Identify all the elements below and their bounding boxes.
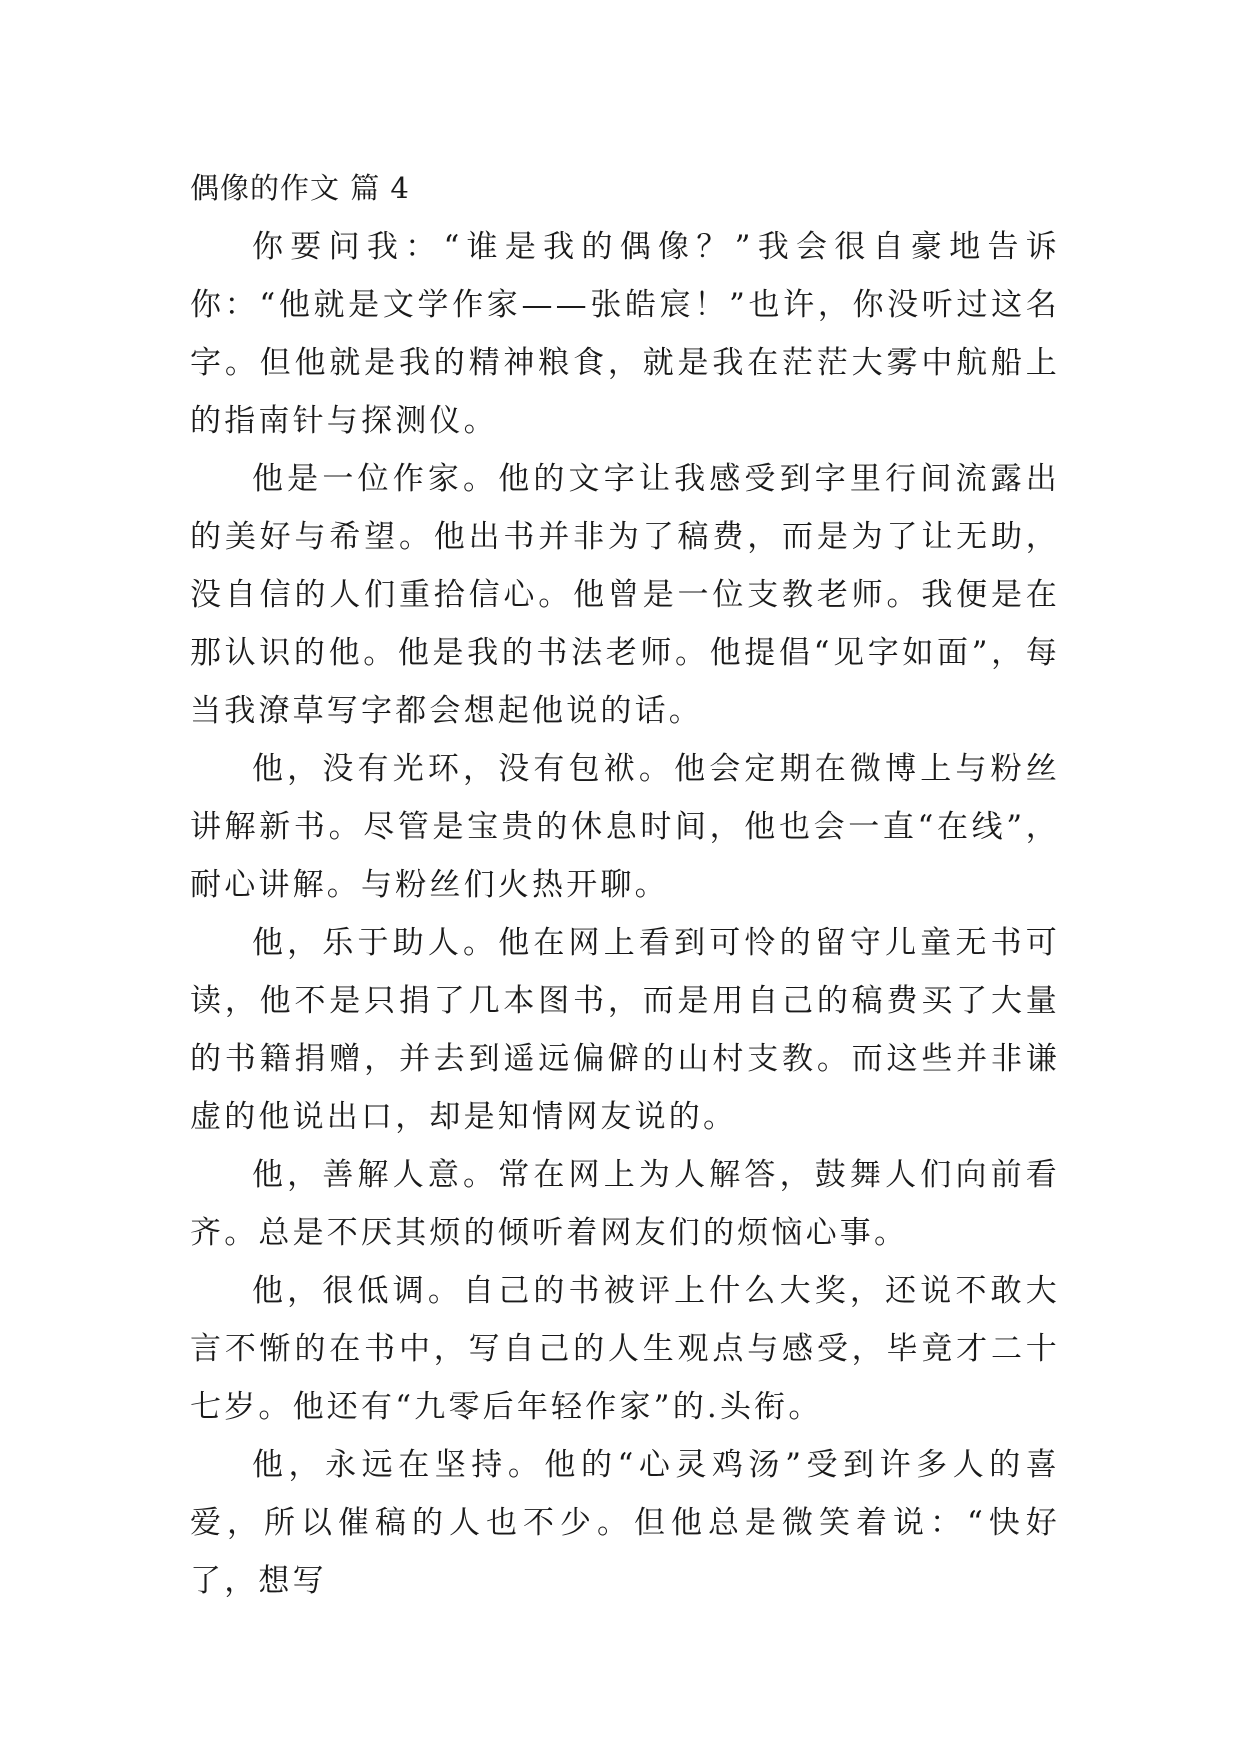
paragraph-2: 他是一位作家。他的文字让我感受到字里行间流露出的美好与希望。他出书并非为了稿费，而是为了让无助，没自信的人们重拾信心。他曾是一位支教老师。我便是在那认识的他。他是我的书法老师。他提倡“见字如面”，每当我潦草写字都会想起他说的话。 [190, 461, 1060, 729]
document-page [190, 160, 1060, 1610]
paragraph-7: 他，永远在坚持。他的“心灵鸡汤”受到许多人的喜爱，所以催稿的人也不少。但他总是微笑着说：“快好了，想写 [190, 1447, 1060, 1599]
paragraph-1: 你要问我：“谁是我的偶像？”我会很自豪地告诉你：“他就是文学作家——张皓宸！”也许，你没听过这名字。但他就是我的精神粮食，就是我在茫茫大雾中航船上的指南针与探测仪。 [190, 229, 1060, 439]
paragraph-6: 他，很低调。自己的书被评上什么大奖，还说不敢大言不惭的在书中，写自己的人生观点与感受，毕竟才二十七岁。他还有“九零后年轻作家”的.头衔。 [190, 1273, 1060, 1425]
paragraph-4: 他，乐于助人。他在网上看到可怜的留守儿童无书可读，他不是只捐了几本图书，而是用自己的稿费买了大量的书籍捐赠，并去到遥远偏僻的山村支教。而这些并非谦虚的他说出口，却是知情网友说的。 [190, 925, 1060, 1135]
paragraph-5: 他，善解人意。常在网上为人解答，鼓舞人们向前看齐。总是不厌其烦的倾听着网友们的烦恼心事。 [190, 1157, 1060, 1251]
document-title: 偶像的作文 篇 4 [190, 171, 410, 205]
paragraph-3: 他，没有光环，没有包袱。他会定期在微博上与粉丝讲解新书。尽管是宝贵的休息时间，他也会一直“在线”，耐心讲解。与粉丝们火热开聊。 [190, 751, 1060, 903]
